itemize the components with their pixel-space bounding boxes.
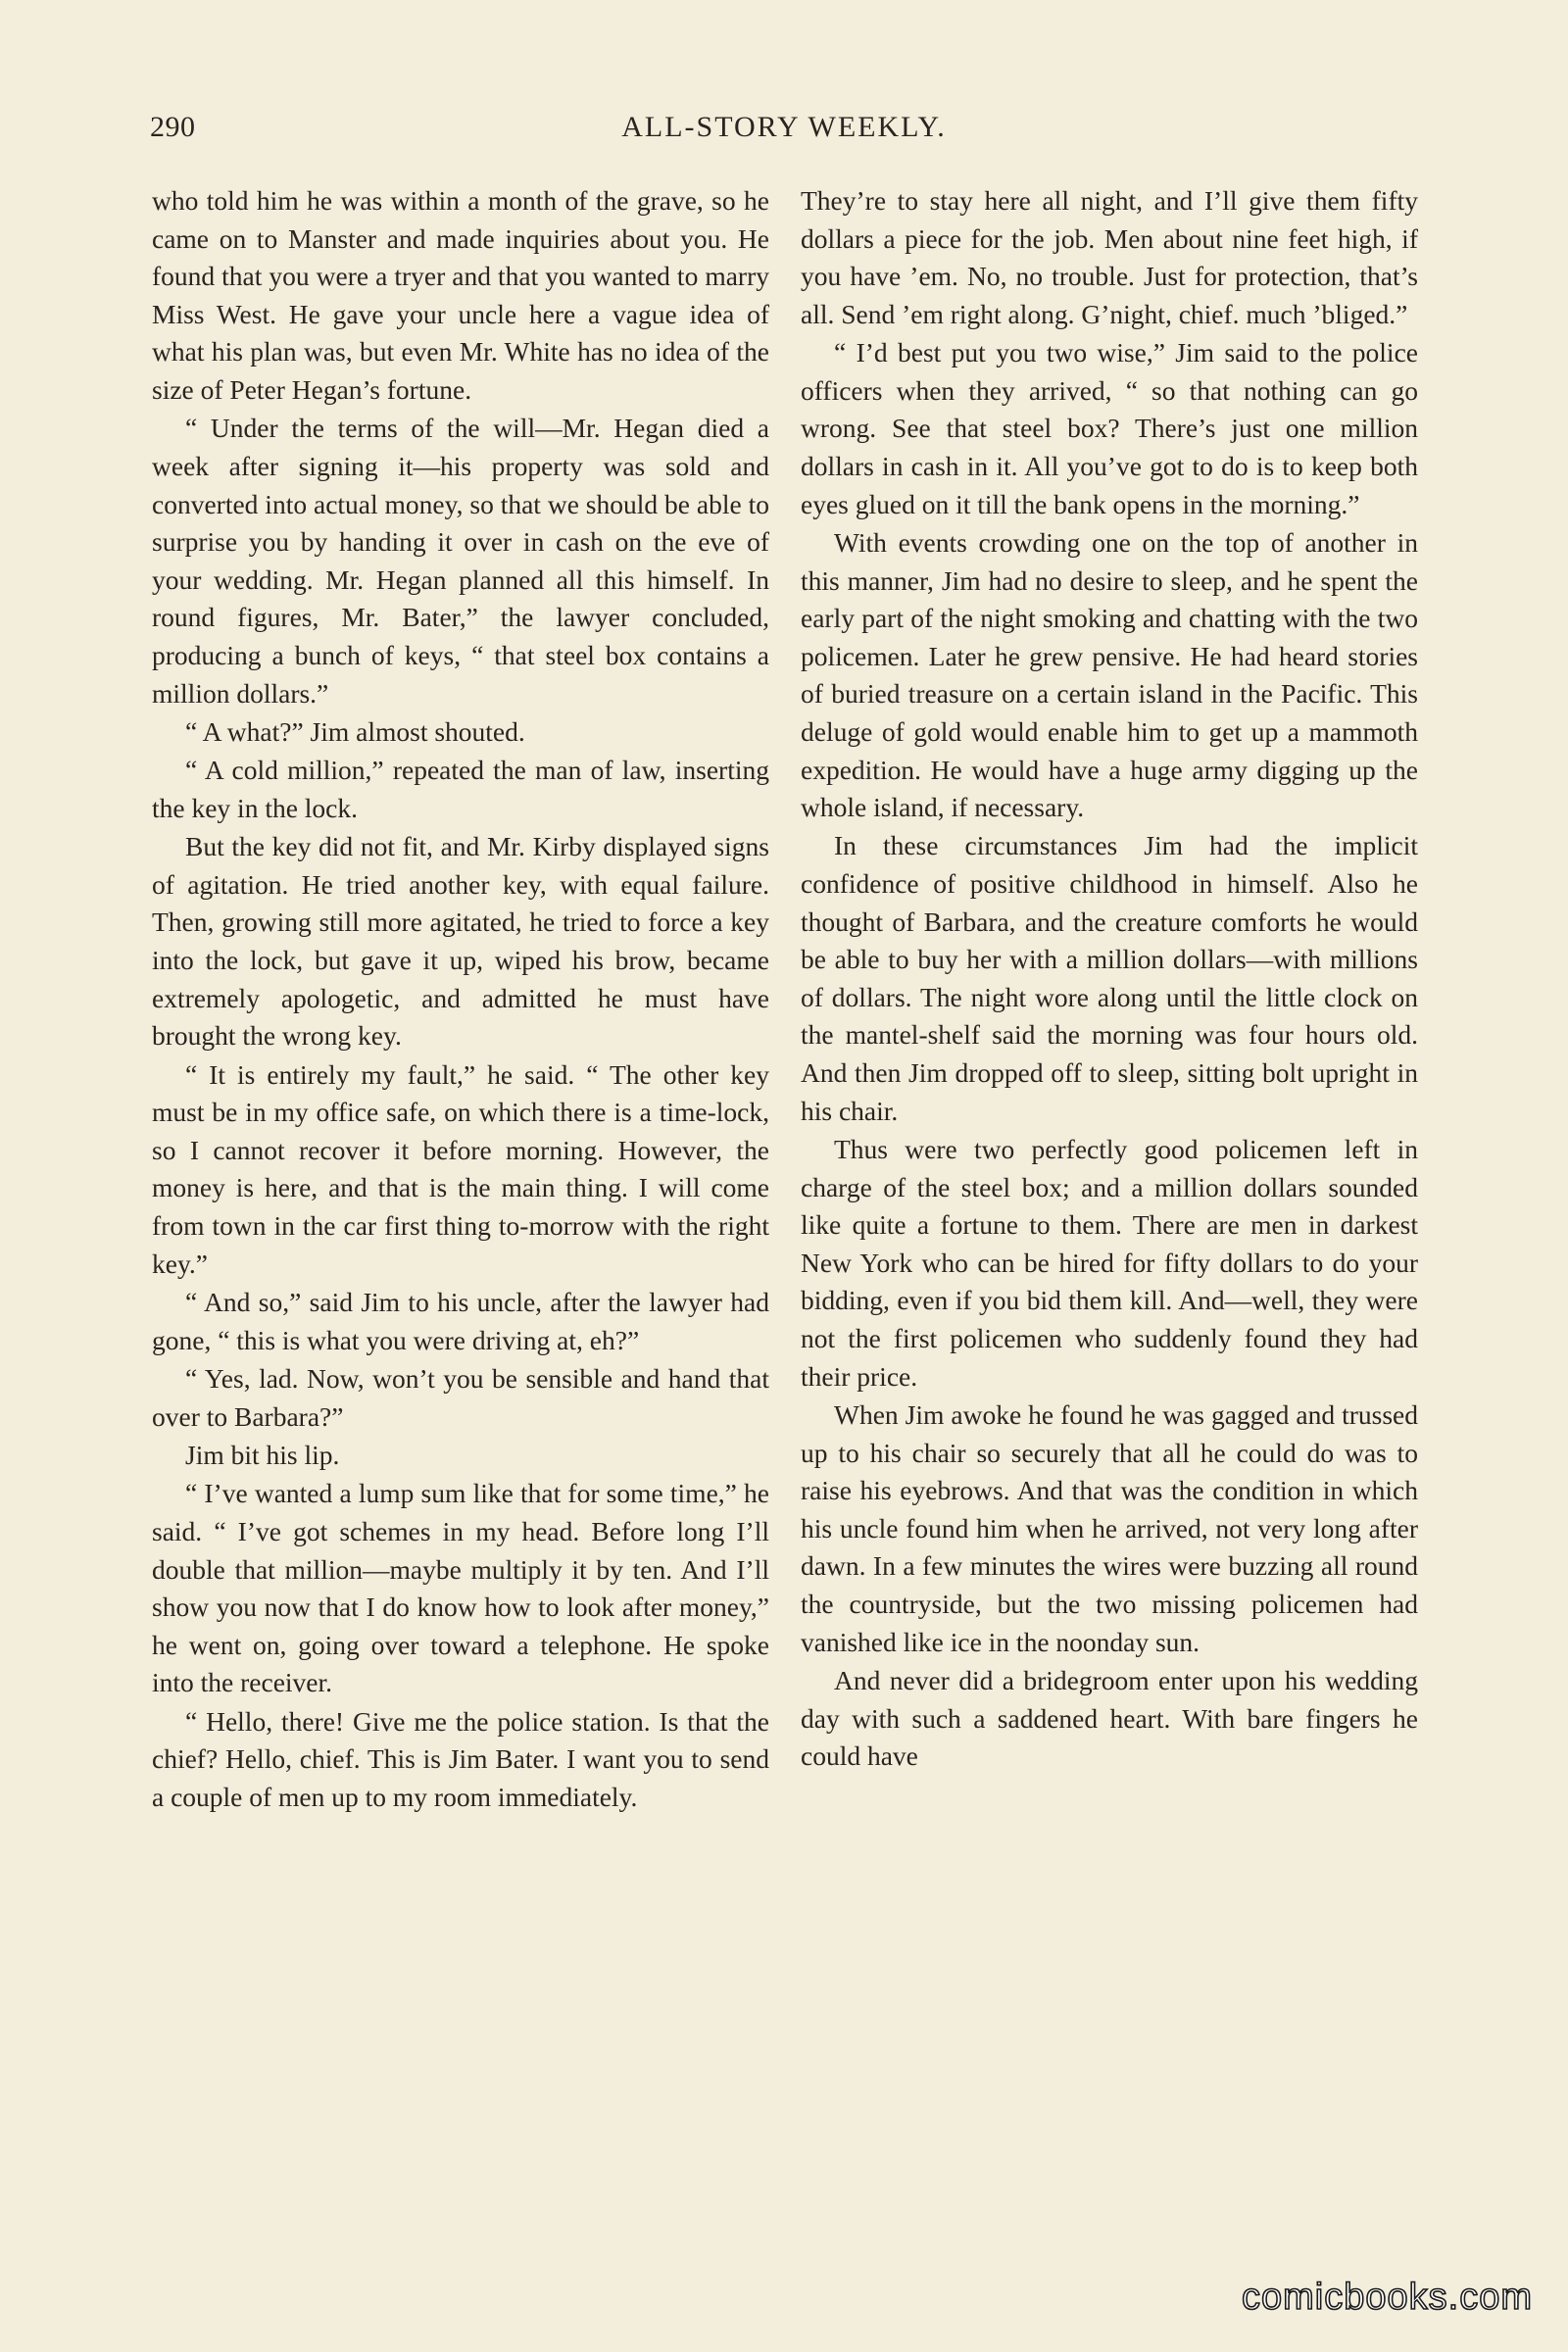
paragraph: “ Under the terms of the will—Mr. Hegan died a week after signing it—his property was sold and converted into actual money, so that we should be able to surprise you by handing it over in cash on the eve of your wedding. Mr. Hegan planned all this himself. In round figures, Mr. Bater,” the lawyer concluded, producing a bunch of keys, “ that steel box contains a million dollars.” xyxy=(152,413,769,709)
running-head: ALL-STORY WEEKLY. xyxy=(621,111,947,143)
paragraph: They’re to stay here all night, and I’ll give them fifty dollars a piece for the job. Men about nine feet high, if you have ’em. No, no trouble. Just for protection, that’s all. Send ’em right along. G’night, chief. much ’bliged.” xyxy=(801,185,1418,329)
paragraph: In these circumstances Jim had the implicit confidence of positive childhood in himself. Also he thought of Barbara, and the creature comforts he would be able to buy her with a million dollars—with millions of dollars. The night wore along until the little clock on the mantel-shelf said the morning was four hours old. And then Jim dropped off to sleep, sitting bolt upright in his chair. xyxy=(801,830,1418,1126)
paragraph: And never did a bridegroom enter upon his wedding day with such a saddened heart. With bare fingers he could have xyxy=(801,1664,1418,1772)
watermark: comicbooks.com xyxy=(1242,2277,1533,2318)
paragraph: “ And so,” said Jim to his uncle, after the lawyer had gone, “ this is what you were driving at, eh?” xyxy=(152,1287,769,1355)
paragraph: “ A cold million,” repeated the man of law, inserting the key in the lock. xyxy=(152,755,769,823)
paragraph: With events crowding one on the top of another in this manner, Jim had no desire to sleep, and he spent the early part of the night smoking and chatting with the two policemen. Later he grew pensive. He had heard stories of buried treasure on a certain island in the Pacific. This deluge of gold would enable him to get up a mammoth expedition. He would have a huge army digging up the whole island, if necessary. xyxy=(801,526,1418,823)
page-number: 290 xyxy=(150,111,196,143)
paragraph: When Jim awoke he found he was gagged and trussed up to his chair so securely that all he could do was to raise his eyebrows. And that was the condition in which his uncle found him when he arrived, not very long after dawn. In a few minutes the wires were buzzing all round the countryside, but the two missing policemen had vanished like ice in the noonday sun. xyxy=(801,1398,1418,1657)
left-column xyxy=(152,182,769,1817)
right-column xyxy=(801,182,1418,1777)
paragraph: “ It is entirely my fault,” he said. “ The other key must be in my office safe, on which there is a time-lock, so I cannot recover it before morning. However, the money is here, and that is the main thing. I will come from town in the car first thing to-morrow with the right key.” xyxy=(152,1058,769,1279)
paragraph: “ A what?” Jim almost shouted. xyxy=(185,715,525,747)
paragraph: “ I’d best put you two wise,” Jim said to the police officers when they arrived, “ so that nothing can go wrong. See that steel box? There’s just one million dollars in cash in it. All you’ve got to do is to keep both eyes glued on it till the bank opens in the morning.” xyxy=(801,337,1418,519)
paragraph: who told him he was within a month of the grave, so he came on to Manster and made inquiries about you. He found that you were a tryer and that you wanted to marry Miss West. He gave your uncle here a vague idea of what his plan was, but even Mr. White has no idea of the size of Peter Hegan’s fortune. xyxy=(152,185,769,405)
paragraph: “ I’ve wanted a lump sum like that for some time,” he said. “ I’ve got schemes in my head. Before long I’ll double that million—maybe multiply it by ten. And I’ll show you now that I do know how to look after money,” he went on, going over toward a telephone. He spoke into the receiver. xyxy=(152,1478,769,1698)
paragraph: Jim bit his lip. xyxy=(185,1439,340,1470)
paragraph: Thus were two perfectly good policemen left in charge of the steel box; and a million dollars sounded like quite a fortune to them. There are men in darkest New York who can be hired for fifty dollars to do your bidding, even if you bid them kill. And—well, they were not the first policemen who suddenly found they had their price. xyxy=(801,1134,1418,1392)
paragraph: “ Yes, lad. Now, won’t you be sensible and hand that over to Barbara?” xyxy=(152,1362,769,1432)
paragraph: But the key did not fit, and Mr. Kirby displayed signs of agitation. He tried another key, with equal failure. Then, growing still more agitated, he tried to force a key into the lock, but gave it up, wiped his brow, became extremely apologetic, and admitted he must have brought the wrong key. xyxy=(152,831,769,1052)
paragraph: “ Hello, there! Give me the police station. Is that the chief? Hello, chief. This is Jim Bater. I want you to send a couple of men up to my room immediately. xyxy=(152,1705,769,1812)
